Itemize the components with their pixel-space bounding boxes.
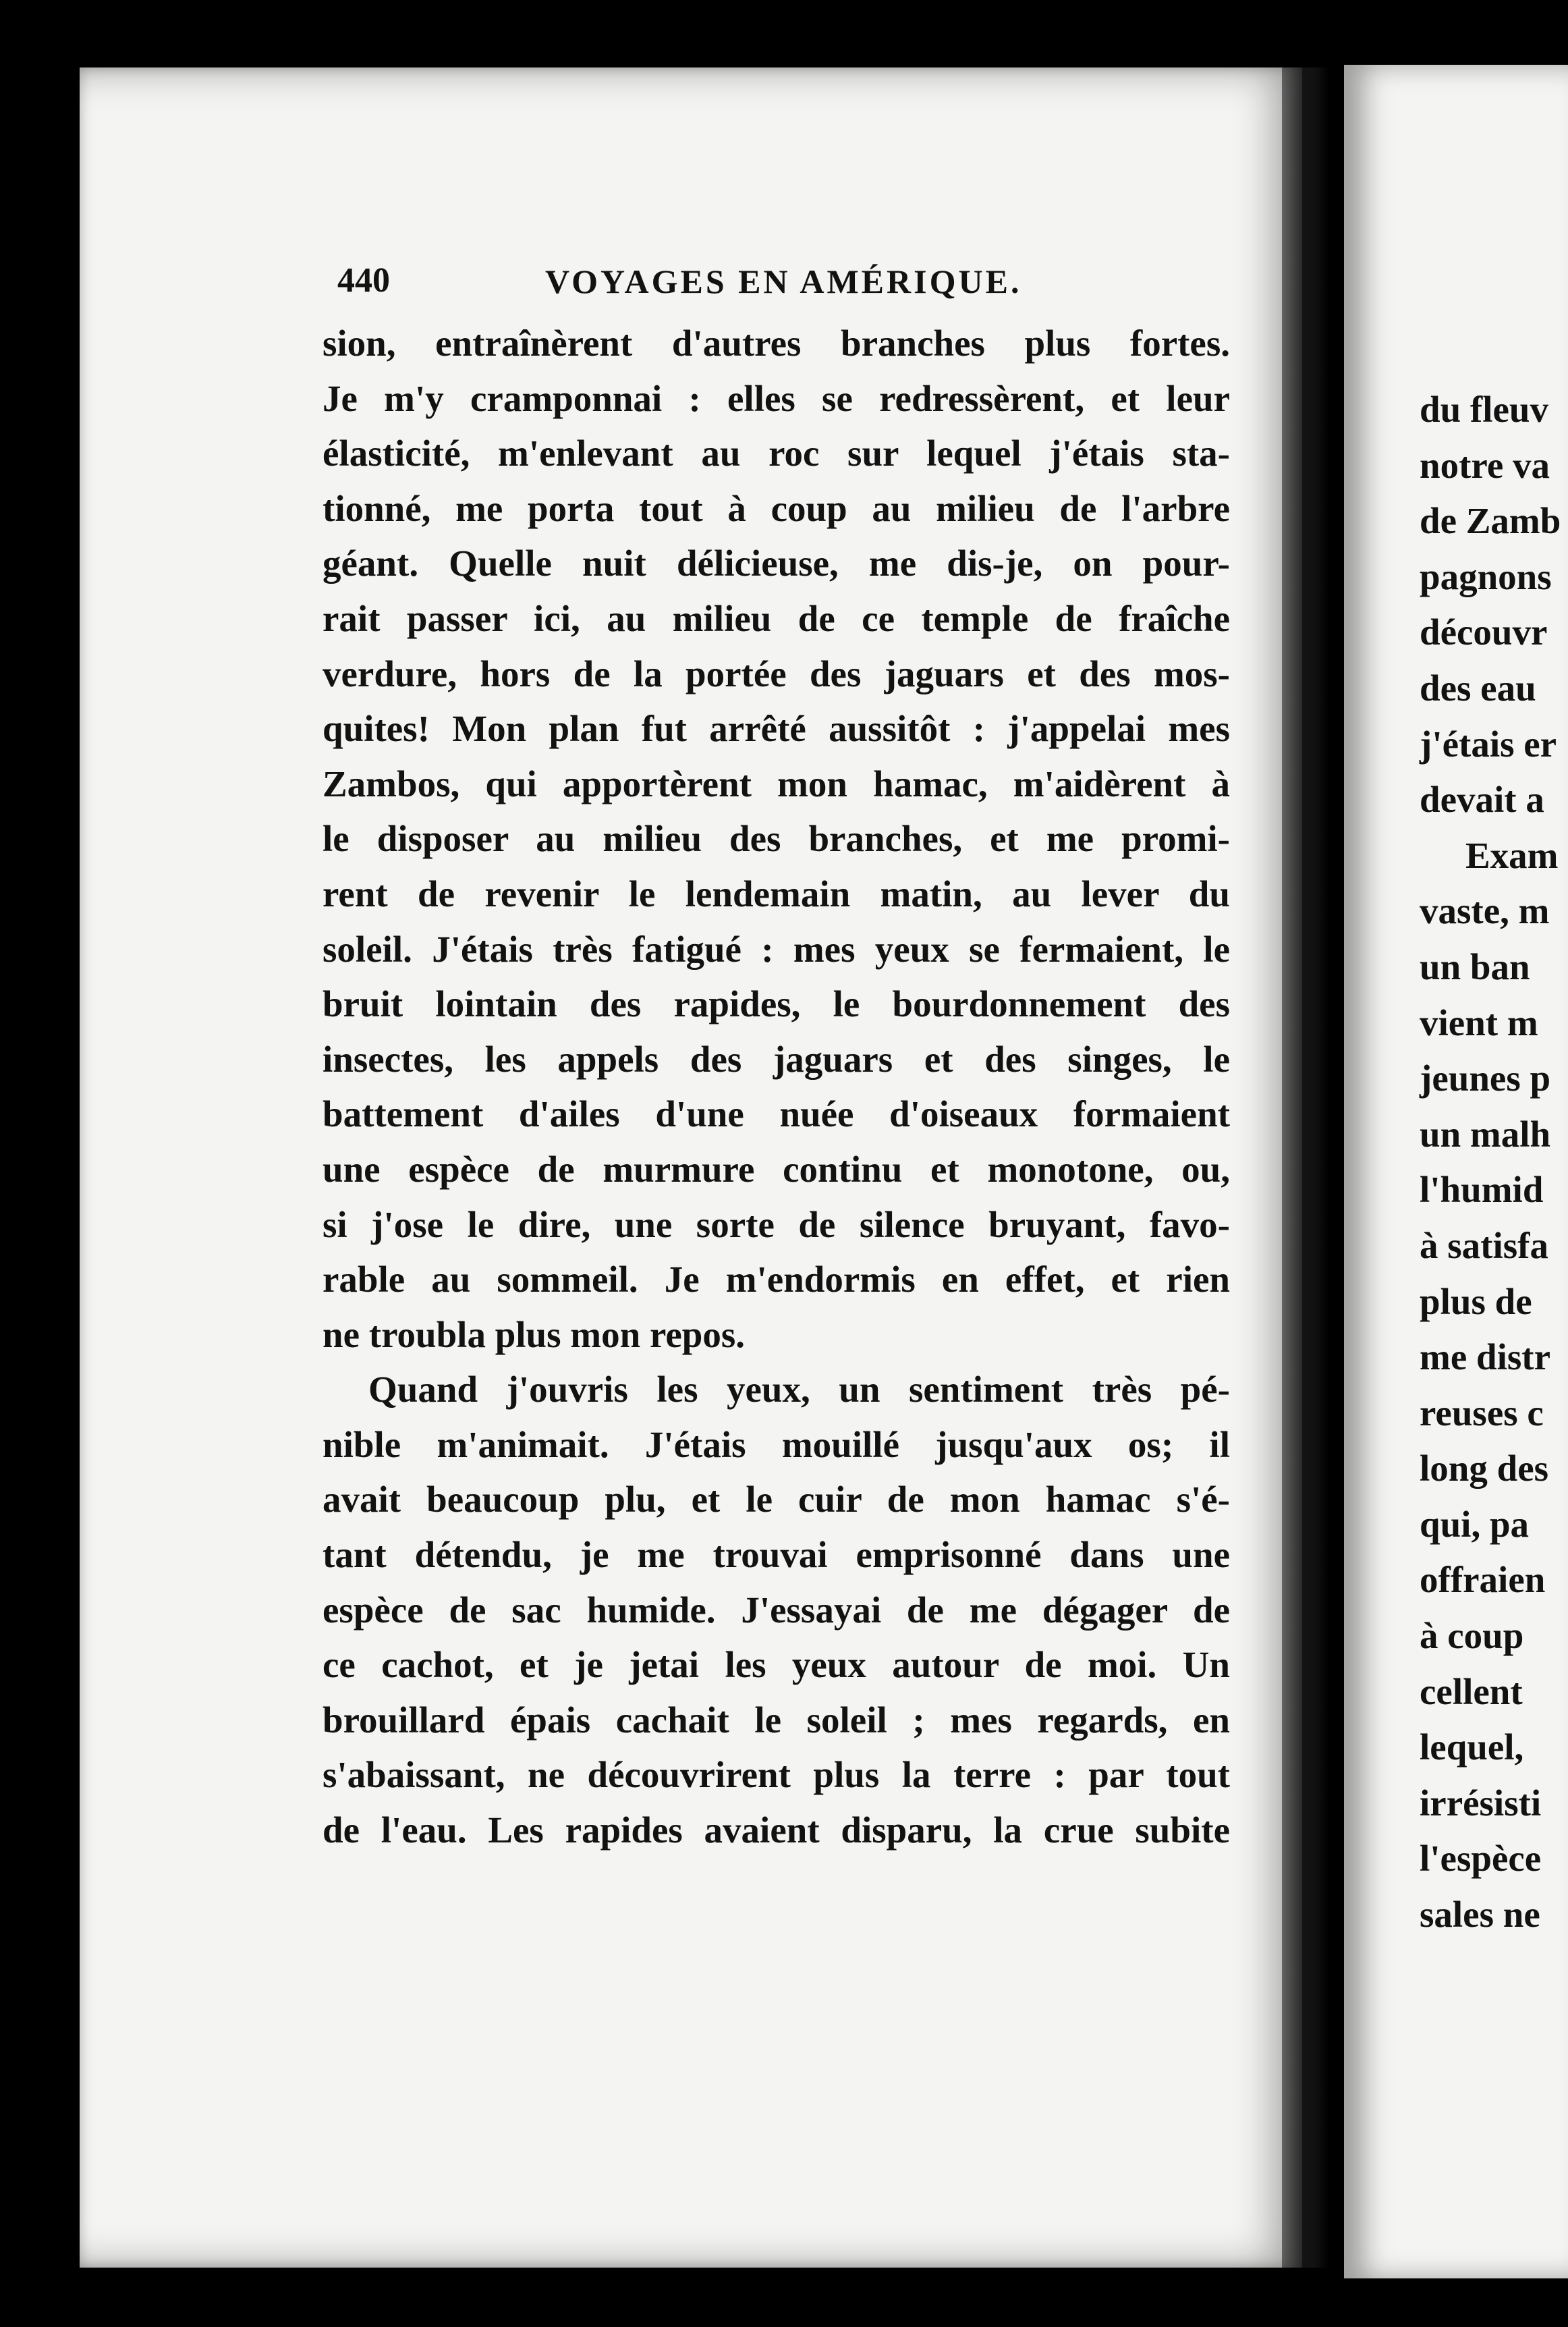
text-line: qui, pa (1420, 1503, 1530, 1545)
text-line: me distr (1420, 1336, 1550, 1378)
text-line: cellent (1420, 1670, 1523, 1712)
text-line: notre va (1420, 444, 1550, 486)
book-gutter (1282, 67, 1329, 2268)
text-line: rait passer ici, au milieu de ce temple de fraîche (323, 597, 1230, 639)
text-line: rable au sommeil. Je m'endormis en effet, et rien (323, 1259, 1230, 1301)
running-title: VOYAGES EN AMÉRIQUE. (545, 263, 1022, 300)
text-line: sales ne (1420, 1894, 1540, 1936)
text-line: le disposer au milieu des branches, et me promi- (323, 818, 1230, 860)
text-line: de Zamb (1420, 500, 1561, 542)
text-line: élasticité, m'enlevant au roc sur lequel j'étais sta- (323, 433, 1230, 474)
text-line: l'espèce (1420, 1838, 1542, 1880)
text-line: bruit lointain des rapides, le bourdonnement des (323, 983, 1230, 1025)
text-line: un ban (1420, 946, 1530, 987)
right-page (1344, 65, 1568, 2278)
text-line: soleil. J'étais très fatigué : mes yeux se fermaient, le (323, 928, 1230, 970)
text-line: Zambos, qui apportèrent mon hamac, m'aidèrent à (323, 763, 1230, 804)
text-line: du fleuv (1420, 389, 1549, 430)
text-line: espèce de sac humide. J'essayai de me dégager de (323, 1589, 1230, 1631)
text-line: rent de revenir le lendemain matin, au lever du (323, 873, 1230, 914)
running-header (323, 256, 1230, 308)
text-line: des eau (1420, 667, 1536, 709)
text-line: quites! Mon plan fut arrêté aussitôt : j'appelai mes (323, 708, 1230, 750)
text-line: plus de (1420, 1280, 1532, 1322)
text-line: long des (1420, 1448, 1549, 1489)
text-line: géant. Quelle nuit délicieuse, me dis-je, on pour- (323, 543, 1230, 584)
text-line: une espèce de murmure continu et monotone, ou, (323, 1148, 1230, 1190)
text-line: vient m (1420, 1002, 1538, 1043)
text-line: tant détendu, je me trouvai emprisonné dans une (323, 1534, 1230, 1576)
body-text (323, 316, 1230, 1858)
text-line: à coup (1420, 1615, 1524, 1657)
text-line: Exam (1465, 834, 1559, 876)
text-line: ce cachot, et je jetai les yeux autour de moi. Un (323, 1644, 1230, 1686)
text-line: devait a (1420, 779, 1544, 821)
text-line: un malh (1420, 1113, 1551, 1155)
text-line: Je m'y cramponnai : elles se redressèrent, et leur (323, 377, 1230, 419)
text-line: offraien (1420, 1559, 1546, 1601)
text-line: si j'ose le dire, une sorte de silence bruyant, favo- (323, 1203, 1230, 1245)
text-line: jeunes p (1420, 1058, 1551, 1099)
text-line: s'abaissant, ne découvrirent plus la terre : par tout (323, 1754, 1230, 1796)
text-line: découvr (1420, 611, 1548, 653)
text-line: pagnons (1420, 555, 1552, 597)
text-line: avait beaucoup plu, et le cuir de mon hamac s'é- (323, 1479, 1230, 1521)
text-line: reuses c (1420, 1392, 1544, 1433)
text-line: l'humid (1420, 1169, 1544, 1211)
text-line: nible m'animait. J'étais mouillé jusqu'aux os; il (323, 1423, 1230, 1465)
text-line: battement d'ailes d'une nuée d'oiseaux formaient (323, 1093, 1230, 1135)
text-line: brouillard épais cachait le soleil ; mes regards, en (323, 1699, 1230, 1741)
text-line: sion, entraînèrent d'autres branches plus fortes. (323, 323, 1230, 364)
text-line: Quand j'ouvris les yeux, un sentiment très pé- (368, 1369, 1230, 1411)
text-line: à satisfa (1420, 1224, 1548, 1266)
left-page-text-block (323, 256, 1230, 1858)
text-line: tionné, me porta tout à coup au milieu de l'arbre (323, 487, 1230, 529)
text-line: j'étais er (1420, 723, 1557, 765)
text-line: verdure, hors de la portée des jaguars et des mos- (323, 653, 1230, 694)
text-line: irrésisti (1420, 1782, 1542, 1824)
text-line: insectes, les appels des jaguars et des singes, le (323, 1038, 1230, 1080)
text-line: lequel, (1420, 1726, 1524, 1768)
page-number: 440 (337, 261, 390, 300)
right-page-text (1420, 382, 1568, 1943)
text-line: vaste, m (1420, 890, 1550, 932)
text-line: de l'eau. Les rapides avaient disparu, la crue subite (323, 1809, 1230, 1851)
text-line: ne troubla plus mon repos. (323, 1313, 746, 1355)
